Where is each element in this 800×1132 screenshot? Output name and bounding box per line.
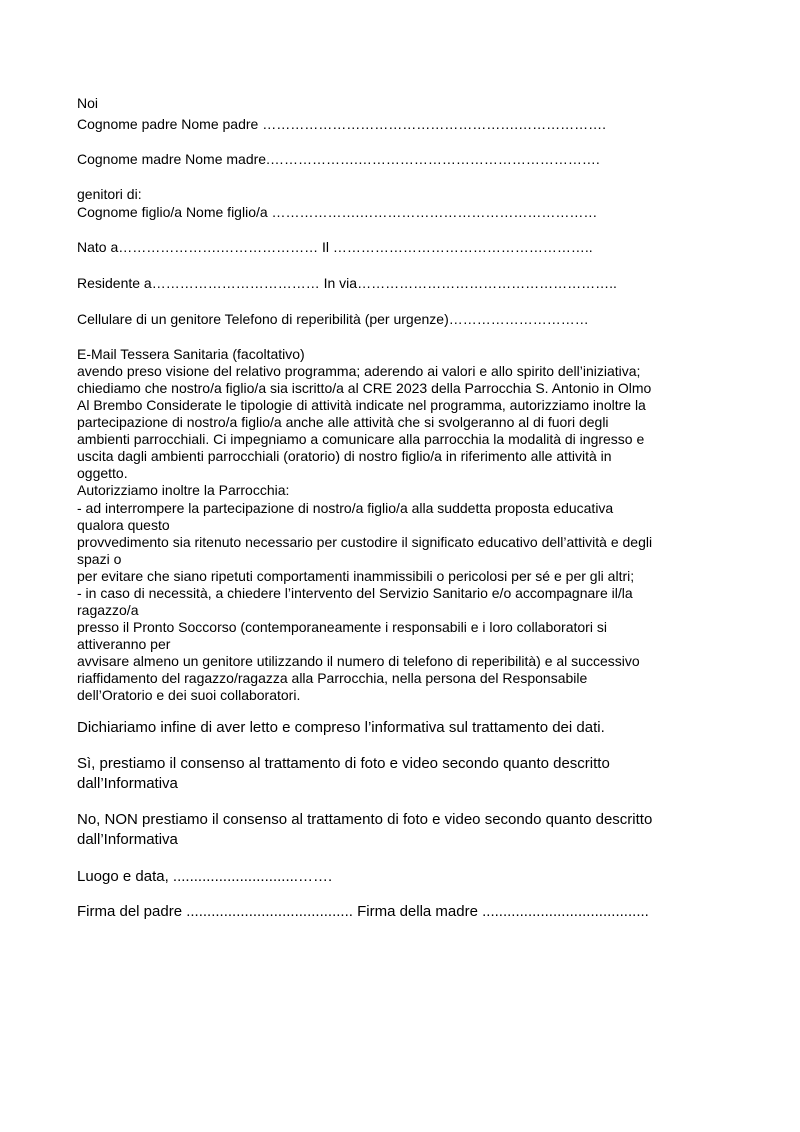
body-line: chiediamo che nostro/a figlio/a sia iscritto/a al CRE 2023 della Parrocchia S. Antonio in Olmo bbox=[77, 380, 652, 396]
consenso-si-line: dall’Informativa bbox=[77, 775, 178, 792]
body-line: spazi o bbox=[77, 551, 122, 567]
body-line: dell’Oratorio e dei suoi collaboratori. bbox=[77, 687, 301, 703]
body-line: provvedimento sia ritenuto necessario per custodire il significato educativo dell’attività e degli bbox=[77, 534, 653, 550]
body-line: ragazzo/a bbox=[77, 602, 139, 618]
genitori-di-text: genitori di: bbox=[77, 186, 142, 202]
body-line: partecipazione di nostro/a figlio/a anche alle attività che si svolgeranno al di fuori degli bbox=[77, 414, 609, 430]
padre-field: Cognome padre Nome padre ……………………………………………….………………. bbox=[77, 116, 606, 132]
figlio-field: Cognome figlio/a Nome figlio/a ……………….…………………………………………… bbox=[77, 204, 598, 220]
body-line: - ad interrompere la partecipazione di nostro/a figlio/a alla suddetta proposta educativa bbox=[77, 500, 614, 516]
body-line: - in caso di necessità, a chiedere l’intervento del Servizio Sanitario e/o accompagnare il/la bbox=[77, 585, 633, 601]
consenso-si-line: Sì, prestiamo il consenso al trattamento di foto e video secondo quanto descritto bbox=[77, 755, 610, 772]
body-line: qualora questo bbox=[77, 517, 170, 533]
firme-field: Firma del padre ........................................ Firma della madre ........................................ bbox=[77, 903, 649, 920]
body-line: ambienti parrocchiali. Ci impegniamo a comunicare alla parrocchia la modalità di ingresso e bbox=[77, 431, 645, 447]
consenso-no-line: dall’Informativa bbox=[77, 831, 178, 848]
body-line: Al Brembo Considerate le tipologie di attività indicate nel programma, autorizziamo inoltre la bbox=[77, 397, 646, 413]
luogo-data-field: Luogo e data, ..............................……. bbox=[77, 868, 333, 885]
body-line: attiveranno per bbox=[77, 636, 171, 652]
body-line: per evitare che siano ripetuti comportamenti inammissibili o pericolosi per sé e per gli altri; bbox=[77, 568, 635, 584]
madre-field: Cognome madre Nome madre.……………….……………………………………………. bbox=[77, 151, 600, 167]
body-line: uscita dagli ambienti parrocchiali (oratorio) di nostro figlio/a in riferimento alle attività in bbox=[77, 448, 612, 464]
body-line: avvisare almeno un genitore utilizzando il numero di telefono di reperibilità) e al successivo bbox=[77, 653, 640, 669]
consenso-no-line: No, NON prestiamo il consenso al trattamento di foto e video secondo quanto descritto bbox=[77, 811, 653, 828]
cellulare-field: Cellulare di un genitore Telefono di reperibilità (per urgenze)………………………… bbox=[77, 311, 589, 327]
body-line: Autorizziamo inoltre la Parrocchia: bbox=[77, 482, 290, 498]
body-line: oggetto. bbox=[77, 465, 128, 481]
body-line: presso il Pronto Soccorso (contemporaneamente i responsabili e i loro collaboratori si bbox=[77, 619, 607, 635]
nato-field: Nato a………………….………………… Il ……………………………………………….. bbox=[77, 239, 593, 255]
noi-text: Noi bbox=[77, 95, 99, 111]
body-line: E-Mail Tessera Sanitaria (facoltativo) bbox=[77, 346, 305, 362]
body-line: avendo preso visione del relativo programma; aderendo ai valori e allo spirito dell’iniziativa; bbox=[77, 363, 641, 379]
dichiariamo-text: Dichiariamo infine di aver letto e compreso l’informativa sul trattamento dei dati. bbox=[77, 719, 605, 736]
body-line: riaffidamento del ragazzo/ragazza alla Parrocchia, nella persona del Responsabile bbox=[77, 670, 588, 686]
residente-field: Residente a……………………………… In via……………………………………………….. bbox=[77, 275, 617, 291]
